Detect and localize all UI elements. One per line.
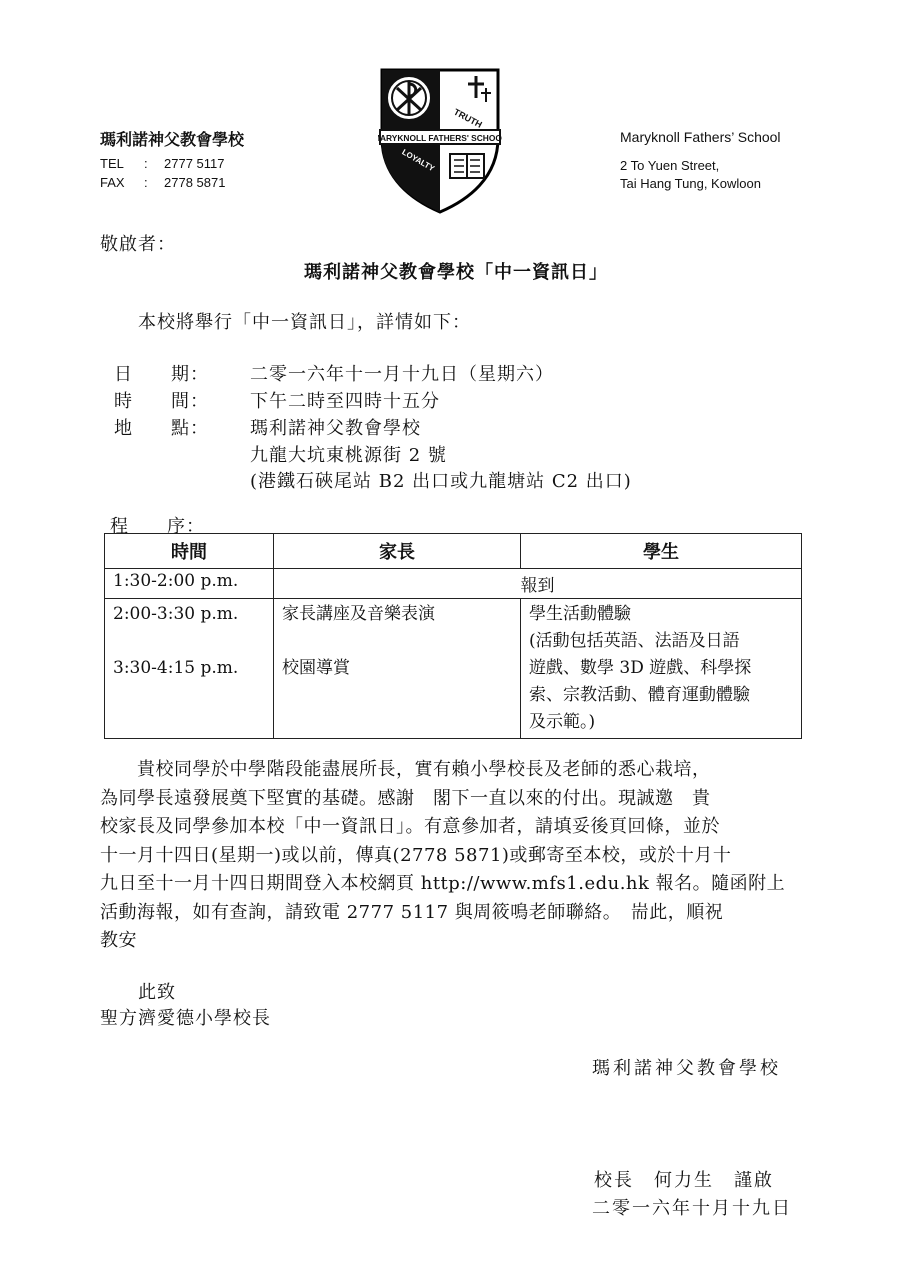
- address-line2: Tai Hang Tung, Kowloon: [620, 176, 761, 191]
- fax-colon: :: [144, 175, 148, 190]
- row2-times: [105, 599, 274, 739]
- student-line2: (活動包括英語、法語及日語: [529, 631, 740, 651]
- table-row: [105, 599, 802, 739]
- intro-line: 本校將舉行「中一資訊日」，詳情如下：: [138, 312, 471, 333]
- school-name-cn: 瑪利諾神父教會學校: [100, 130, 245, 149]
- fax-value: 2778 5871: [164, 175, 226, 190]
- paragraph-line: 貴校同學於中學階段能盡展所長，實有賴小學校長及老師的悉心栽培，: [100, 759, 711, 780]
- row1-registration: 報到: [274, 569, 802, 599]
- signature-school: 瑪利諾神父教會學校: [592, 1058, 781, 1079]
- paragraph-line: 十一月十四日(星期一)或以前，傳真(2778 5871)或郵寄至本校，或於十月十: [100, 844, 732, 866]
- time-value: 下午二時至四時十五分: [250, 391, 440, 412]
- tel-row: [100, 156, 225, 171]
- student-line1: 學生活動體驗: [529, 604, 631, 624]
- date-value: 二零一六年十一月十九日（星期六）: [250, 364, 554, 385]
- venue-label: 地 點：: [114, 418, 209, 439]
- logo-motto-bottom: LOYALTY: [400, 147, 437, 174]
- date-label: 日 期：: [114, 364, 209, 385]
- greeting: 敬啟者：: [100, 234, 176, 255]
- tel-label: TEL: [100, 156, 124, 171]
- row2-parents: [274, 599, 521, 739]
- table-row: [105, 569, 802, 599]
- paragraph-line: 校家長及同學參加本校「中一資訊日」。有意參加者，請填妥後頁回條，並於: [100, 816, 720, 837]
- paragraph-line-url: 九日至十一月十四日期間登入本校網頁 http://www.mfs1.edu.hk 報名。隨函附上: [100, 873, 786, 894]
- row2-parent1: 家長講座及音樂表演: [282, 604, 435, 624]
- row2-students: [521, 599, 802, 739]
- venue-line2: 九龍大坑東桃源街 2 號: [250, 445, 447, 466]
- fax-label: FAX: [100, 175, 125, 190]
- tel-colon: :: [144, 156, 148, 171]
- row2-spacer: [113, 628, 265, 655]
- logo-banner: MARYKNOLL FATHERS' SCHOOL: [378, 133, 502, 143]
- fax-row: [100, 175, 225, 190]
- student-line5: 及示範。): [529, 712, 596, 732]
- table-header-row: [105, 534, 802, 569]
- programme-table: [104, 533, 802, 739]
- paragraph-line: 為同學長遠發展奠下堅實的基礎。感謝 閣下一直以來的付出。現誠邀 貴: [100, 787, 711, 809]
- signature-principal: 校長 何力生 謹啟: [594, 1170, 774, 1191]
- school-crest-logo: [378, 68, 502, 214]
- row2-parent2: 校園導賞: [282, 658, 350, 678]
- time-label: 時 間：: [114, 391, 209, 412]
- school-name-en: Maryknoll Fathers’ School: [620, 129, 781, 145]
- student-line4: 索、宗教活動、體育運動體驗: [529, 685, 750, 705]
- venue-line1: 瑪利諾神父教會學校: [250, 418, 421, 439]
- header-students: 學生: [521, 534, 802, 569]
- letter-title: 瑪利諾神父教會學校「中一資訊日」: [304, 262, 608, 283]
- row2-time2: 3:30-4:15 p.m.: [113, 658, 239, 678]
- closing-1: 此致: [138, 982, 176, 1003]
- row1-time: 1:30-2:00 p.m.: [105, 569, 274, 599]
- tel-value: 2777 5117: [164, 156, 225, 171]
- row2-time1: 2:00-3:30 p.m.: [113, 604, 239, 624]
- student-line3: 遊戲、數學 3D 遊戲、科學探: [529, 658, 752, 678]
- logo-motto-top: TRUTH: [452, 106, 484, 130]
- header-parents: 家長: [274, 534, 521, 569]
- signature-date: 二零一六年十月十九日: [592, 1198, 792, 1219]
- row2-parent-spacer: [282, 628, 512, 655]
- address-line1: 2 To Yuen Street,: [620, 158, 720, 173]
- programme-label: 程 序：: [110, 516, 205, 537]
- paragraph-line: 活動海報，如有查詢，請致電 2777 5117 與周筱鳴老師聯絡。 耑此，順祝: [100, 901, 724, 923]
- venue-line3: (港鐵石硤尾站 B2 出口或九龍塘站 C2 出口): [250, 471, 632, 492]
- body-paragraph: [100, 756, 820, 956]
- paragraph-line: 教安: [100, 930, 137, 951]
- closing-2: 聖方濟愛德小學校長: [100, 1008, 271, 1029]
- header-time: 時間: [105, 534, 274, 569]
